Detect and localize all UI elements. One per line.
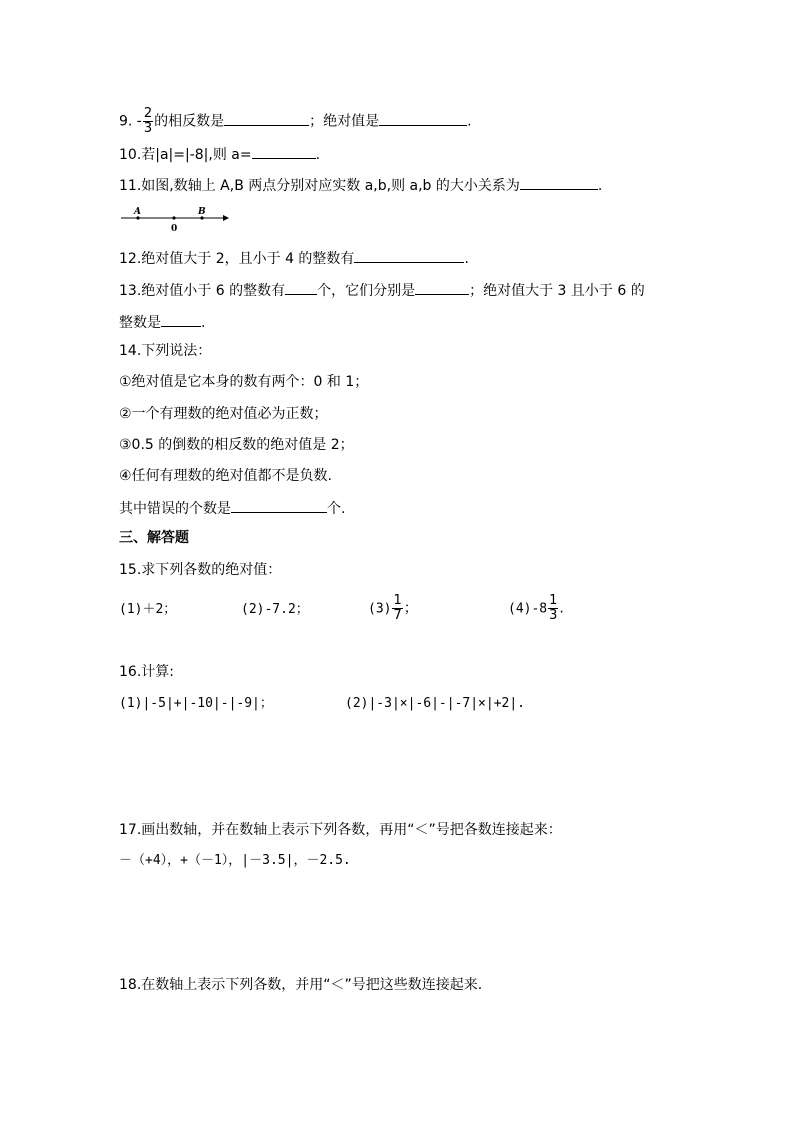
question-15-title: 15.求下列各数的绝对值： — [119, 562, 282, 578]
question-12 — [119, 248, 469, 268]
question-18-title: 18.在数轴上表示下列各数，并用“＜”号把这些数连接起来. — [119, 977, 483, 993]
q13-blank-1[interactable] — [285, 280, 317, 295]
q15-part-3 — [368, 594, 508, 623]
number-line-figure — [119, 204, 231, 234]
q9-blank-2[interactable] — [379, 111, 467, 126]
q12-blank[interactable] — [354, 248, 464, 263]
question-9 — [119, 107, 472, 136]
q15-p4-num: 1 — [549, 593, 558, 608]
q14-ask-text: 其中错误的个数是 — [119, 501, 231, 517]
q9-prefix: 9. - — [119, 113, 142, 130]
section-3-heading: 三、解答题 — [119, 530, 189, 546]
q9-blank-1[interactable] — [224, 111, 309, 126]
q14-item-2: ②一个有理数的绝对值必为正数； — [119, 406, 328, 422]
q14-item-1: ①绝对值是它本身的数有两个：0 和 1； — [119, 374, 369, 390]
q15-part-2: (2)-7.2； — [241, 601, 309, 617]
q15-part-4 — [508, 594, 564, 623]
q11-end: . — [597, 178, 603, 194]
q10-end: . — [315, 147, 321, 163]
point-zero-dot — [172, 216, 175, 219]
q9-end: . — [467, 113, 472, 130]
q15-p4-end: . — [559, 600, 564, 617]
q9-fraction — [143, 107, 153, 136]
q15-p3-num: 1 — [393, 593, 402, 608]
q14-item-4: ④任何有理数的绝对值都不是负数. — [119, 468, 333, 484]
q12-text: 12.绝对值大于 2，且小于 4 的整数有 — [119, 251, 355, 267]
q15-p3-fraction — [392, 594, 402, 623]
q10-blank[interactable] — [252, 144, 316, 159]
q15-part-1: (1)＋2； — [119, 601, 177, 617]
q14-item-3: ③0.5 的倒数的相反数的绝对值是 2； — [119, 437, 354, 453]
q13-text-b: 个，它们分别是 — [317, 283, 416, 299]
q14-ask — [119, 498, 345, 518]
q15-p3-den: 7 — [393, 608, 402, 623]
q15-p4-den: 3 — [549, 608, 558, 623]
q13-end: . — [201, 315, 206, 331]
q13-text-c: ；绝对值大于 3 且小于 6 的 — [469, 283, 645, 299]
q9-frac-den: 3 — [143, 121, 153, 136]
q12-end: . — [464, 251, 469, 267]
q11-text: 11.如图,数轴上 A,B 两点分别对应实数 a,b,则 a,b 的大小关系为 — [119, 178, 520, 194]
question-17-title: 17.画出数轴，并在数轴上表示下列各数，再用“＜”号把各数连接起来： — [119, 822, 562, 838]
q9-text-2: ；绝对值是 — [309, 113, 380, 130]
q9-text-1: 的相反数是 — [154, 113, 225, 130]
q11-blank[interactable] — [520, 175, 598, 190]
q15-p3-prefix: (3) — [368, 601, 392, 617]
question-11 — [119, 175, 602, 195]
q15-p3-end: ； — [403, 600, 418, 617]
question-13-line-1 — [119, 280, 645, 300]
q13-blank-2[interactable] — [415, 280, 469, 295]
question-14-title: 14.下列说法： — [119, 343, 212, 359]
q9-frac-num: 2 — [143, 106, 153, 121]
q13-text-a: 13.绝对值小于 6 的整数有 — [119, 283, 286, 299]
q14-blank[interactable] — [231, 498, 327, 513]
q16-part-1: (1)|-5|+|-10|-|-9|； — [119, 696, 273, 711]
label-zero: 0 — [171, 224, 178, 234]
label-a: A — [134, 207, 141, 217]
q15-p4-prefix: (4)-8 — [508, 601, 548, 617]
label-b: B — [198, 207, 206, 217]
q13-text-d: 整数是 — [119, 315, 161, 331]
q14-end: 个. — [327, 501, 346, 517]
question-10 — [119, 144, 320, 164]
q16-parts — [119, 694, 525, 713]
q10-text: 10.若|a|=|-8|,则 a= — [119, 147, 252, 163]
q13-blank-3[interactable] — [161, 312, 201, 327]
q15-p4-fraction — [548, 594, 558, 623]
number-line-arrow — [223, 215, 229, 221]
q17-numbers: －（+4），+（－1），|－3.5|，－2.5. — [119, 853, 351, 868]
q16-part-2: (2)|-3|×|-6|-|-7|×|+2|. — [345, 696, 526, 711]
question-13-line-2 — [119, 312, 205, 332]
question-16-title: 16.计算: — [119, 664, 174, 680]
q15-parts — [119, 594, 564, 624]
